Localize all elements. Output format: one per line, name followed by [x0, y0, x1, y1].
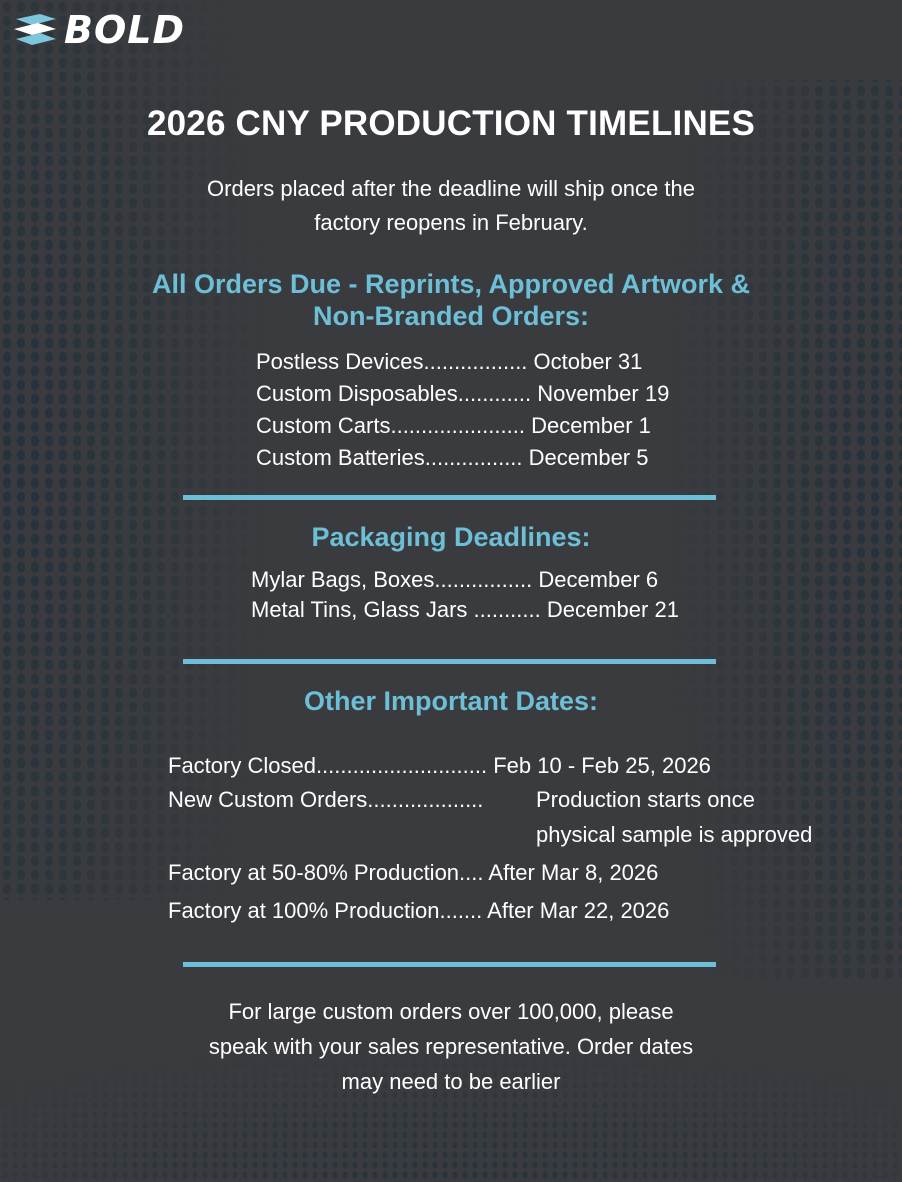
- orders-heading: [0, 268, 902, 332]
- date-value-line: Production starts once: [536, 787, 755, 812]
- deadline-date: October 31: [533, 349, 643, 374]
- deadline-label: Mylar Bags, Boxes................: [251, 567, 533, 592]
- page-title: 2026 CNY PRODUCTION TIMELINES: [146, 104, 756, 143]
- date-label: New Custom Orders...................: [168, 787, 484, 812]
- date-label: Factory Closed............................: [168, 753, 488, 778]
- date-value: After Mar 22, 2026: [487, 898, 670, 923]
- subtitle-line: Orders placed after the deadline will ship once the: [207, 176, 695, 201]
- deadline-date: November 19: [537, 381, 670, 406]
- section-divider: [183, 962, 716, 967]
- deadline-row: [251, 567, 658, 593]
- date-row: [168, 860, 658, 886]
- deadline-label: Custom Disposables............: [256, 381, 532, 406]
- deadline-row: [256, 349, 642, 375]
- deadline-date: December 21: [546, 597, 679, 622]
- footer-note-line: may need to be earlier: [341, 1069, 561, 1094]
- deadline-date: December 1: [531, 413, 651, 438]
- deadline-date: December 5: [528, 445, 649, 470]
- logo-wordmark: BOLD: [64, 8, 186, 52]
- deadline-label: Custom Batteries................: [256, 445, 523, 470]
- date-row: [168, 787, 483, 813]
- date-row: [168, 898, 669, 924]
- orders-heading-line: All Orders Due - Reprints, Approved Artwork &: [151, 269, 751, 299]
- deadline-label: Custom Carts......................: [256, 413, 525, 438]
- date-value: After Mar 8, 2026: [488, 860, 659, 885]
- deadline-label: Postless Devices.................: [256, 349, 528, 374]
- deadline-row: [256, 381, 669, 407]
- other-dates-heading: Other Important Dates:: [303, 686, 599, 716]
- section-divider: [183, 659, 716, 664]
- footer-note: [0, 994, 902, 1099]
- deadline-row: [251, 597, 679, 623]
- deadline-label: Metal Tins, Glass Jars ...........: [251, 597, 541, 622]
- logo-emblem-icon: [10, 10, 60, 50]
- subtitle: [0, 172, 902, 240]
- section-divider: [183, 495, 716, 500]
- date-value: Feb 10 - Feb 25, 2026: [493, 753, 711, 778]
- packaging-heading: Packaging Deadlines:: [311, 522, 591, 552]
- date-row: [168, 753, 711, 779]
- footer-note-line: speak with your sales representative. Order dates: [208, 1034, 694, 1059]
- deadline-row: [256, 413, 651, 439]
- date-value-line: physical sample is approved: [536, 822, 813, 847]
- date-label: Factory at 50-80% Production....: [168, 860, 484, 885]
- subtitle-line: factory reopens in February.: [314, 210, 588, 235]
- footer-note-line: For large custom orders over 100,000, please: [228, 999, 674, 1024]
- deadline-date: December 6: [538, 567, 659, 592]
- orders-heading-line: Non-Branded Orders:: [312, 301, 590, 331]
- deadline-row: [256, 445, 649, 471]
- brand-logo: [10, 10, 185, 50]
- date-label: Factory at 100% Production.......: [168, 898, 483, 923]
